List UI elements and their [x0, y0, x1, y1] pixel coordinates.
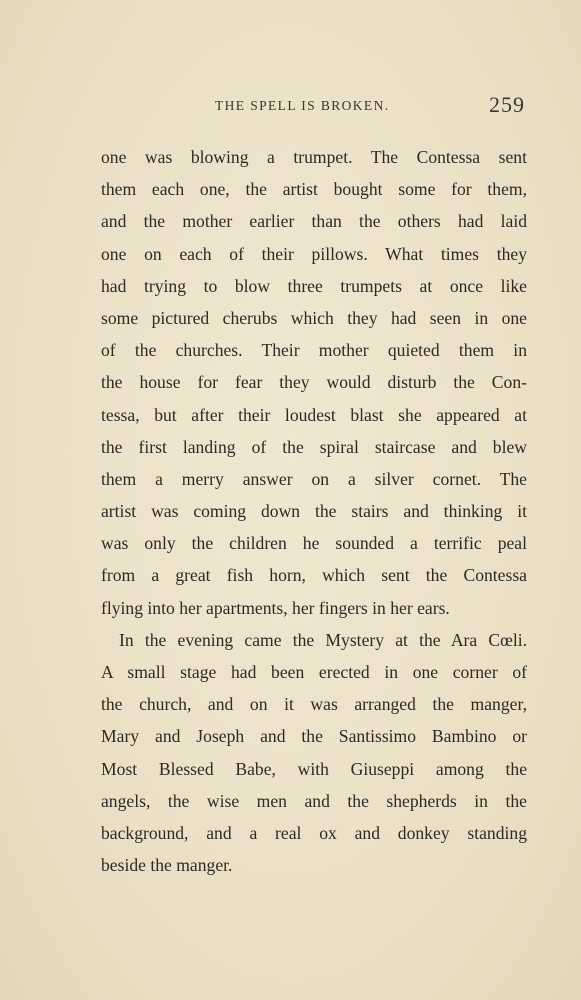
text-line: beside the manger.: [101, 855, 233, 876]
text-line: In the evening came the Mystery at the Ara Cœli.: [119, 629, 527, 650]
text-line: them each one, the artist bought some for them,: [101, 179, 527, 200]
text-line: some pictured cherubs which they had seen in one: [101, 307, 527, 328]
paragraph-1: [101, 141, 527, 624]
text-line: had trying to blow three trumpets at once like: [101, 275, 527, 296]
text-line: the church, and on it was arranged the manger,: [101, 694, 527, 715]
text-line: angels, the wise men and the shepherds in the: [101, 790, 527, 811]
text-line: A small stage had been erected in one corner of: [101, 662, 527, 682]
text-line: one on each of their pillows. What times they: [101, 243, 527, 264]
text-line: flying into her apartments, her fingers in her ears.: [101, 597, 450, 618]
page-number: 259: [489, 92, 525, 117]
text-line: the first landing of the spiral staircase and blew: [101, 436, 527, 457]
body-text: [101, 141, 527, 881]
text-line: the house for fear they would disturb the Con-: [101, 372, 527, 393]
text-line: one was blowing a trumpet. The Contessa sent: [101, 147, 527, 167]
text-line: and the mother earlier than the others had laid: [101, 211, 527, 232]
text-line: artist was coming down the stairs and thinking it: [101, 501, 527, 522]
text-line: them a merry answer on a silver cornet. The: [101, 468, 527, 489]
text-line: Mary and Joseph and the Santissimo Bambino or: [101, 726, 527, 747]
paragraph-2: [101, 624, 527, 882]
text-line: tessa, but after their loudest blast she appeared at: [101, 404, 527, 425]
text-line: of the churches. Their mother quieted them in: [101, 340, 527, 361]
text-line: was only the children he sounded a terrific peal: [101, 533, 527, 554]
text-line: background, and a real ox and donkey standing: [101, 822, 527, 843]
text-line: from a great fish horn, which sent the Contessa: [101, 565, 527, 586]
running-head: THE SPELL IS BROKEN.: [215, 98, 390, 113]
text-line: Most Blessed Babe, with Giuseppi among the: [101, 758, 527, 779]
